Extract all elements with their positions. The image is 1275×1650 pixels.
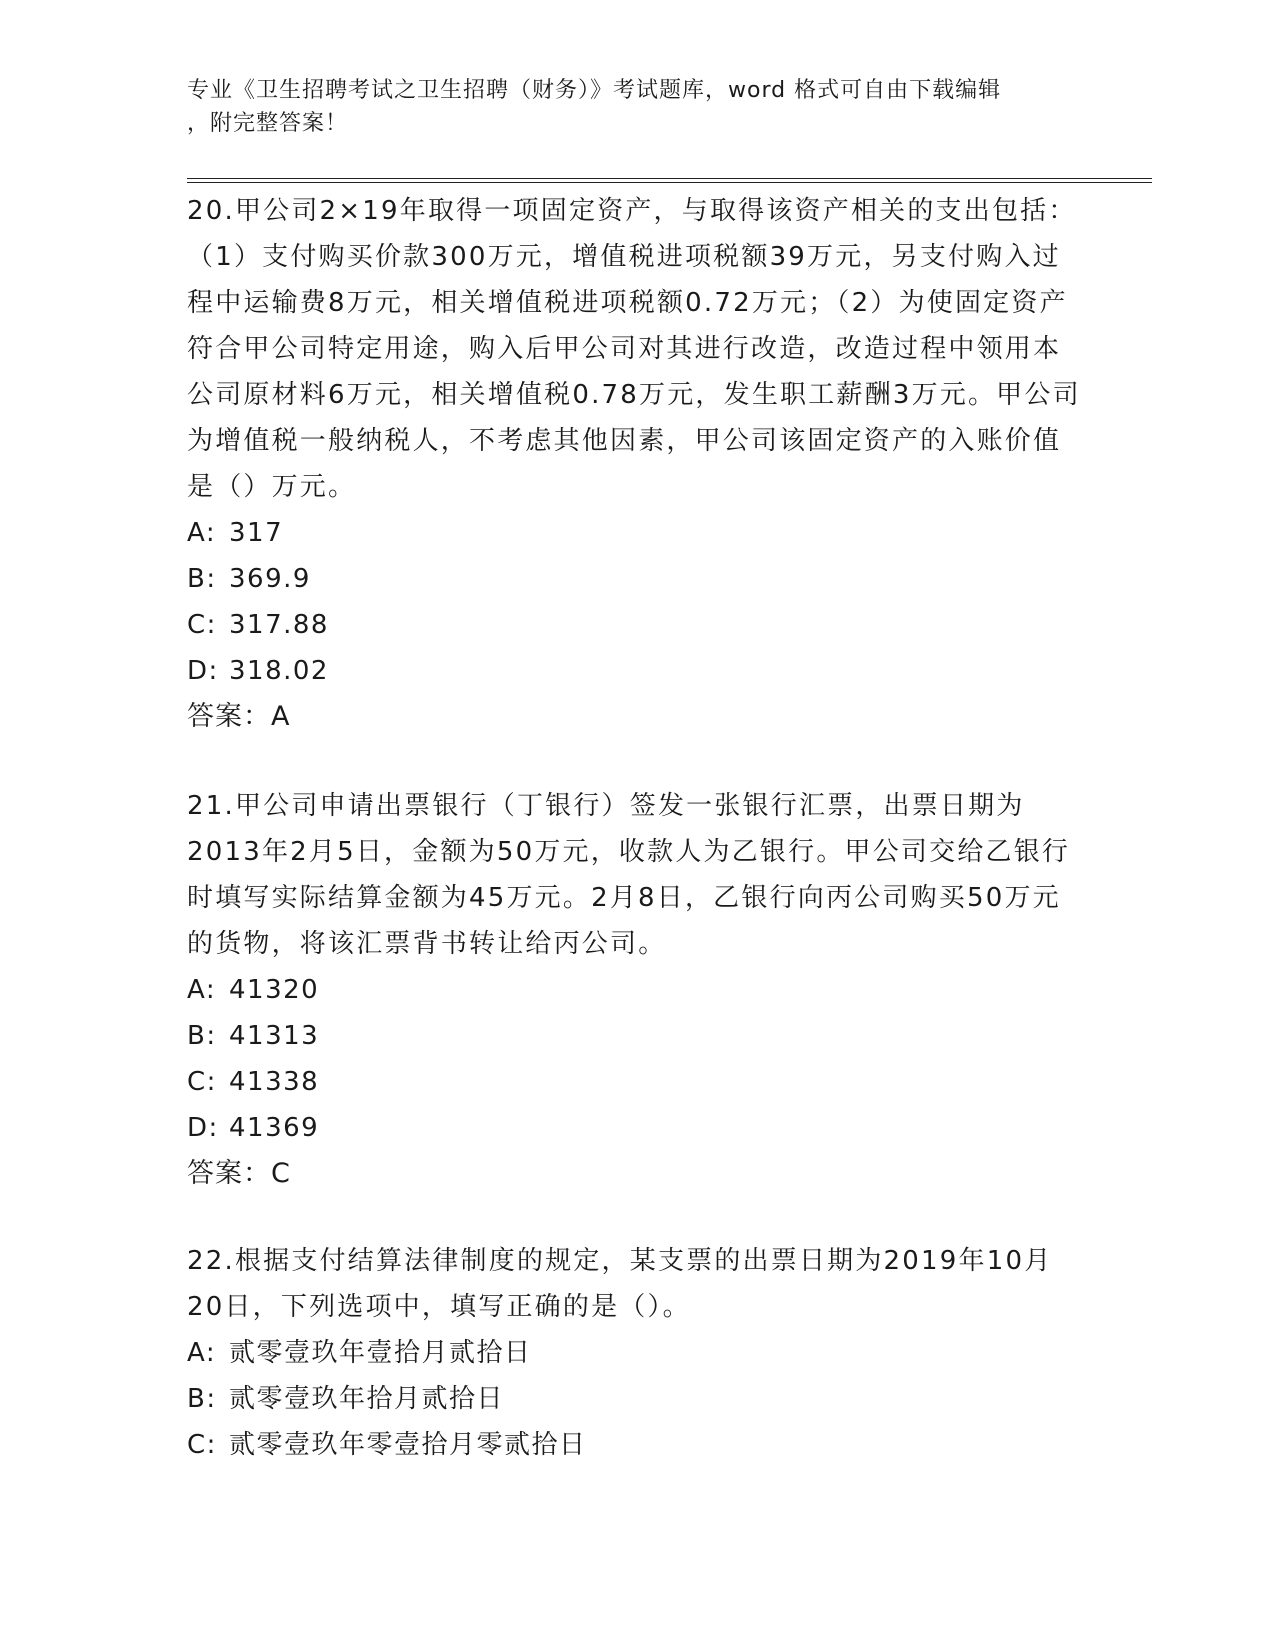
question-stem: 22.根据支付结算法律制度的规定，某支票的出票日期为2019年10月20日，下列选项中，填写正确的是（）。: [187, 1246, 1053, 1322]
question-21: [187, 783, 1087, 1197]
header-divider-bottom: [187, 182, 1152, 183]
document-header: [187, 74, 1067, 140]
question-20: [187, 188, 1087, 740]
question-22: [187, 1238, 1087, 1468]
header-line-2: ，附完整答案！: [187, 111, 349, 136]
option-text: 369.9: [229, 564, 311, 594]
option-key: A:: [187, 518, 217, 548]
option-text: 贰零壹玖年拾月贰拾日: [229, 1384, 505, 1414]
header-divider-top: [187, 178, 1152, 179]
option-key: C:: [187, 610, 217, 640]
header-line-1: 专业《卫生招聘考试之卫生招聘（财务）》考试题库，word 格式可自由下载编辑: [187, 78, 1002, 103]
answer-label: 答案：C: [187, 1158, 291, 1189]
option-text: 贰零壹玖年零壹拾月零贰拾日: [229, 1430, 587, 1460]
option-key: D:: [187, 656, 219, 686]
option-b: [187, 556, 1087, 602]
option-text: 318.02: [229, 656, 329, 686]
option-a: [187, 1330, 1087, 1376]
option-key: B:: [187, 564, 217, 594]
option-text: 41369: [229, 1113, 320, 1143]
option-a: [187, 510, 1087, 556]
option-text: 41320: [229, 975, 320, 1005]
option-c: [187, 1059, 1087, 1105]
option-text: 贰零壹玖年壹拾月贰拾日: [229, 1338, 532, 1368]
option-text: 317.88: [229, 610, 329, 640]
option-b: [187, 1013, 1087, 1059]
answer-label: 答案：A: [187, 701, 291, 732]
option-key: A:: [187, 1338, 217, 1368]
option-text: 41338: [229, 1067, 320, 1097]
option-b: [187, 1376, 1087, 1422]
option-c: [187, 1422, 1087, 1468]
option-key: B:: [187, 1021, 217, 1051]
option-d: [187, 1105, 1087, 1151]
option-c: [187, 602, 1087, 648]
question-stem: 20.甲公司2×19年取得一项固定资产，与取得该资产相关的支出包括：（1）支付购买价款300万元，增值税进项税额39万元，另支付购入过程中运输费8万元，相关增值税进项税额0.72万元；（2）为使固定资产符合甲公司特定用途，购入后甲公司对其进行改造，改造过程中领用本公司原材料6万元，相关增值税0.78万元，发生职工薪酬3万元。甲公司为增值税一般纳税人，不考虑其他因素，甲公司该固定资产的入账价值是（）万元。: [187, 196, 1081, 502]
option-key: C:: [187, 1430, 217, 1460]
option-text: 41313: [229, 1021, 320, 1051]
option-key: A:: [187, 975, 217, 1005]
option-text: 317: [229, 518, 284, 548]
option-key: D:: [187, 1113, 219, 1143]
question-stem: 21.甲公司申请出票银行（丁银行）签发一张银行汇票，出票日期为2013年2月5日，金额为50万元，收款人为乙银行。甲公司交给乙银行时填写实际结算金额为45万元。2月8日，乙银行向丙公司购买50万元的货物，将该汇票背书转让给丙公司。: [187, 791, 1071, 959]
option-d: [187, 648, 1087, 694]
option-a: [187, 967, 1087, 1013]
option-key: B:: [187, 1384, 217, 1414]
option-key: C:: [187, 1067, 217, 1097]
